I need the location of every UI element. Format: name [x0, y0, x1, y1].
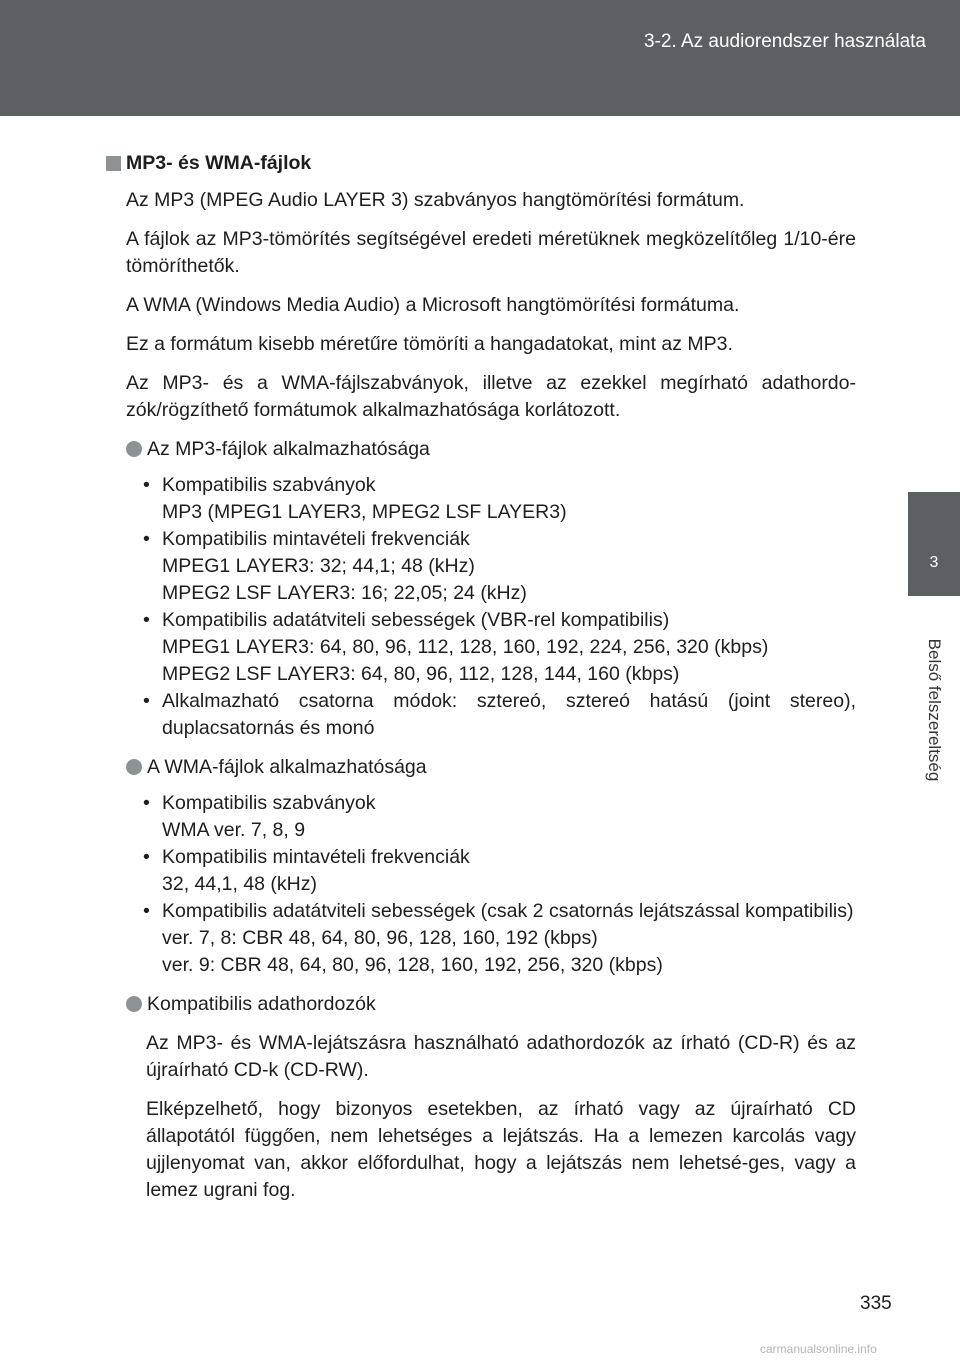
list-item: • Alkalmazható csatorna módok: sztereó, sztereó hatású (joint stereo), duplacsatornás és monó [143, 688, 856, 742]
chapter-tab [908, 492, 960, 596]
paragraph: Az MP3 (MPEG Audio LAYER 3) szabványos hangtömörítési formátum. [126, 189, 745, 211]
wma-subheading: A WMA-fájlok alkalmazhatósága [106, 754, 856, 781]
list-item: • Kompatibilis mintavételi frekvenciák MPEG1 LAYER3: 32; 44,1; 48 (kHz) MPEG2 LSF LAYER3: 16; 22,05; 24 (kHz) [143, 526, 856, 607]
media-subheading: Kompatibilis adathordozók [106, 991, 856, 1018]
mp3-list [106, 472, 856, 742]
chapter-number: 3 [929, 554, 939, 571]
list-item: • Kompatibilis mintavételi frekvenciák 32, 44,1, 48 (kHz) [143, 844, 856, 898]
chapter-title: 3-2. Az audiorendszer használata [643, 31, 926, 52]
circle-bullet-icon [126, 996, 142, 1012]
paragraph: Az MP3- és a WMA-fájlszabványok, illetve az ezekkel megírható adathordo-zók/rögzíthető formátumok alkalmazhatósága korlátozott. [126, 372, 856, 421]
page-content [106, 150, 856, 1204]
square-bullet-icon [106, 156, 121, 171]
wma-list [106, 790, 856, 979]
list-item: • Kompatibilis adatátviteli sebességek (VBR-rel kompatibilis) MPEG1 LAYER3: 64, 80, 96, 112, 128, 160, 192, 224, 256, 320 (kbps) MPEG2 LSF LAYER3: 64, 80, 96, 112, 128, 144, 160 (kbps) [143, 607, 856, 688]
page-number: 335 [860, 1293, 892, 1314]
page-header [0, 0, 960, 116]
paragraph: A fájlok az MP3-tömörítés segítségével eredeti méretüknek megközelítőleg 1/10-ére tömöríthetők. [126, 228, 856, 277]
list-item: • Kompatibilis szabványok MP3 (MPEG1 LAYER3, MPEG2 LSF LAYER3) [143, 472, 856, 526]
section-heading: MP3- és WMA-fájlok [106, 150, 856, 177]
list-item: • Kompatibilis adatátviteli sebességek (csak 2 csatornás lejátszással kompatibilis) ver. 7, 8: CBR 48, 64, 80, 96, 128, 160, 192 (kbps) ver. 9: CBR 48, 64, 80, 96, 128, 160, 192, 256, 320 (kbps) [143, 898, 856, 979]
circle-bullet-icon [126, 759, 142, 775]
paragraph: Ez a formátum kisebb méretűre tömöríti a hangadatokat, mint az MP3. [126, 333, 733, 355]
chapter-tab-label: Belső felszereltség [925, 638, 944, 782]
paragraph: Az MP3- és WMA-lejátszásra használható adathordozók az írható (CD-R) és az újraírható CD-k (CD-RW). [146, 1032, 856, 1081]
list-item: • Kompatibilis szabványok WMA ver. 7, 8, 9 [143, 790, 856, 844]
mp3-subheading: Az MP3-fájlok alkalmazhatósága [106, 436, 856, 463]
watermark: carmanualsonline.info [760, 1342, 877, 1356]
paragraph: A WMA (Windows Media Audio) a Microsoft hangtömörítési formátuma. [126, 294, 740, 316]
paragraph: Elképzelhető, hogy bizonyos esetekben, az írható vagy az újraírható CD állapotától függően, nem lehetséges a lejátszás. Ha a lemezen karcolás vagy ujjlenyomat van, akkor előfordulhat, hogy a lejátszás nem lehetsé-ges, vagy a lemez ugrani fog. [146, 1098, 856, 1201]
circle-bullet-icon [126, 441, 142, 457]
